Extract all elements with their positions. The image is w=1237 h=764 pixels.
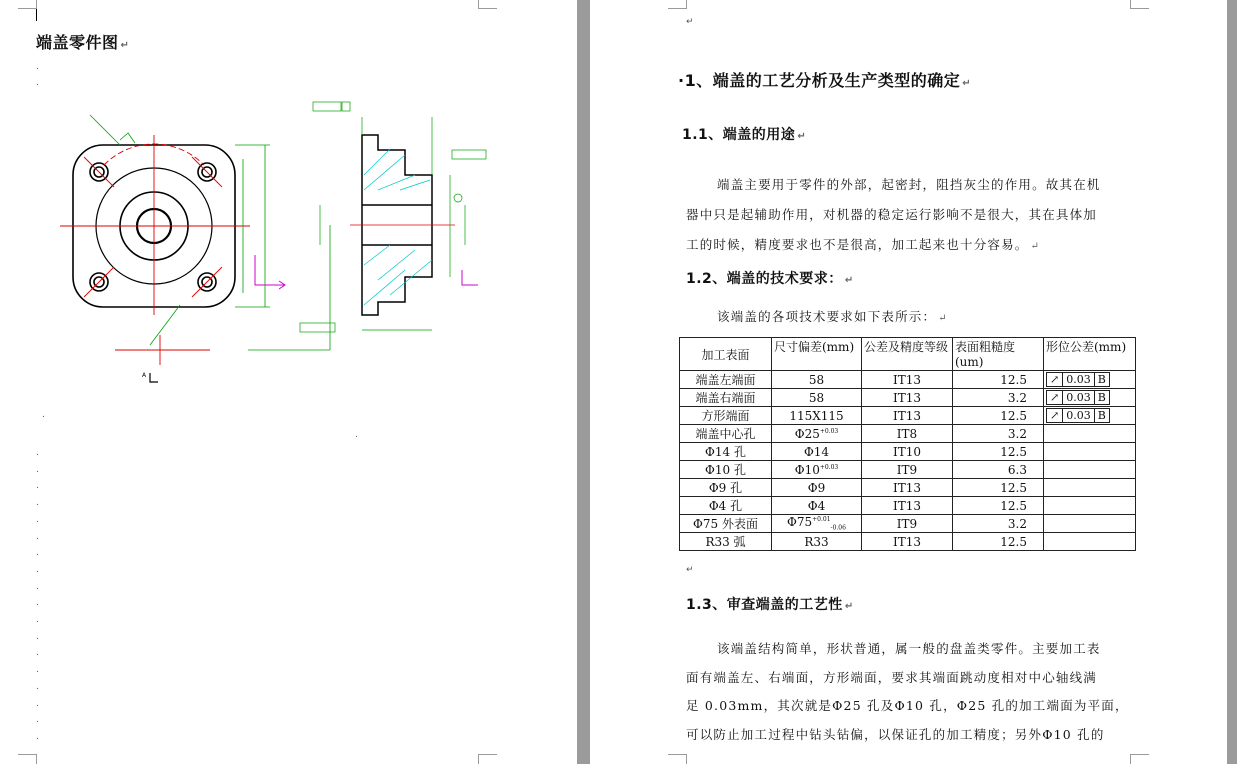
tolerance-frame: ↗ 0.03 B <box>1046 390 1110 405</box>
roughness-cell: 3.2 <box>953 515 1044 533</box>
roughness-cell: 12.5 <box>953 497 1044 515</box>
table-row <box>680 533 1136 551</box>
geometric-tolerance-cell <box>1044 407 1136 425</box>
grade-cell: IT9 <box>862 515 953 533</box>
crop-mark <box>18 754 37 764</box>
section-arrow <box>255 255 285 289</box>
dimension-cell: $\Phi 10^{+0.03}$ <box>772 461 862 479</box>
geometric-tolerance-cell <box>1044 461 1136 479</box>
grade-cell: IT8 <box>862 425 953 443</box>
grade-cell: IT13 <box>862 497 953 515</box>
surface-cell: 端盖右端面 <box>680 389 772 407</box>
dimension-cell: 115X115 <box>772 407 862 425</box>
tolerance-frame: ↗ 0.03 B <box>1046 372 1110 387</box>
front-view-centerlines <box>60 135 250 365</box>
drawing-title: 端盖零件图 ↵ <box>36 33 130 52</box>
section-mark <box>150 373 158 382</box>
header-cell: 公差及精度等级 <box>862 338 953 371</box>
crop-mark <box>668 0 687 9</box>
surface-cell: R33 弧 <box>680 533 772 551</box>
surface-cell: 端盖中心孔 <box>680 425 772 443</box>
table-row <box>680 497 1136 515</box>
right-document-page <box>590 0 1227 764</box>
crop-mark <box>18 0 37 9</box>
header-cell: 尺寸偏差(mm) <box>772 338 862 371</box>
header-cell: 表面粗糙度(um) <box>953 338 1044 371</box>
table-row <box>680 461 1136 479</box>
table-row <box>680 371 1136 389</box>
roughness-cell: 12.5 <box>953 533 1044 551</box>
dimension-cell: 58 <box>772 371 862 389</box>
table-row <box>680 389 1136 407</box>
grade-cell: IT9 <box>862 461 953 479</box>
empty-paragraph-mark: ↵ <box>686 17 694 27</box>
section-dimensions <box>300 102 486 332</box>
front-view-dimensions <box>90 115 330 350</box>
roughness-cell: 12.5 <box>953 443 1044 461</box>
chapter-heading: ·1、端盖的工艺分析及生产类型的确定 ↵ <box>678 71 972 90</box>
geometric-tolerance-cell <box>1044 533 1136 551</box>
crop-mark <box>668 754 687 764</box>
crop-mark <box>478 0 497 9</box>
table-row <box>680 425 1136 443</box>
part-drawing <box>60 95 500 395</box>
left-document-page: 端盖零件图 ↵ A . . . . . . . . . . . . . . . . . . . . . . <box>0 0 577 764</box>
dimension-cell: $\Phi 75^{+0.01}_{-0.06}$ <box>772 515 862 533</box>
grade-cell: IT13 <box>862 533 953 551</box>
table-row <box>680 479 1136 497</box>
surface-cell: 方形端面 <box>680 407 772 425</box>
table-intro: 该端盖的各项技术要求如下表所示： ↵ <box>717 309 948 324</box>
table-header-row <box>680 338 1136 371</box>
table-row <box>680 407 1136 425</box>
section-hatch <box>364 149 432 305</box>
geometric-tolerance-cell <box>1044 443 1136 461</box>
tolerance-frame: ↗ 0.03 B <box>1046 408 1110 423</box>
surface-cell: Φ14 孔 <box>680 443 772 461</box>
section-heading-1-3: 1.3、审查端盖的工艺性 ↵ <box>686 597 854 613</box>
crop-mark <box>478 754 497 764</box>
dimension-cell: 58 <box>772 389 862 407</box>
roughness-cell: 3.2 <box>953 425 1044 443</box>
crop-mark <box>1130 0 1149 9</box>
roughness-cell: 12.5 <box>953 407 1044 425</box>
grade-cell: IT10 <box>862 443 953 461</box>
table-row <box>680 515 1136 533</box>
surface-cell: Φ10 孔 <box>680 461 772 479</box>
dimension-cell: Φ9 <box>772 479 862 497</box>
roughness-cell: 12.5 <box>953 371 1044 389</box>
roughness-cell: 3.2 <box>953 389 1044 407</box>
grade-cell: IT13 <box>862 389 953 407</box>
svg-text:A: A <box>142 372 147 379</box>
table-row <box>680 443 1136 461</box>
grade-cell: IT13 <box>862 407 953 425</box>
dimension-cell: Φ14 <box>772 443 862 461</box>
geometric-tolerance-cell <box>1044 497 1136 515</box>
crop-mark <box>1130 754 1149 764</box>
usage-paragraph: 端盖主要用于零件的外部，起密封，阻挡灰尘的作用。故其在机 器中只是起辅助作用，对机器的稳定运行影响不是很大，其在具体加 工的时候，精度要求也不是很高，加工起来也十分容易。 ↵ <box>686 177 1101 252</box>
header-cell: 形位公差(mm) <box>1044 338 1136 371</box>
technical-requirements-table <box>679 337 1136 551</box>
section-heading-1-2: 1.2、端盖的技术要求： ↵ <box>686 271 854 287</box>
roughness-cell: 6.3 <box>953 461 1044 479</box>
surface-cell: Φ75 外表面 <box>680 515 772 533</box>
geometric-tolerance-cell <box>1044 425 1136 443</box>
surface-cell: 端盖左端面 <box>680 371 772 389</box>
section-heading-1-1: 1.1、端盖的用途 ↵ <box>682 127 807 143</box>
manufacturability-paragraph: 该端盖结构简单，形状普通，属一般的盘盖类零件。主要加工表 面有端盖左、右端面，方形端面，要求其端面跳动度相对中心轴线满 足 0.03mm，其次就是Φ25 孔及Φ10 孔，Φ25 孔的加工端面为平面， 可以防止加工过程中钻头钻偏，以保证孔的加工精度；另外Φ10 孔的 <box>686 641 1129 742</box>
surface-cell: Φ4 孔 <box>680 497 772 515</box>
geometric-tolerance-cell <box>1044 515 1136 533</box>
text-cursor <box>36 9 37 21</box>
header-cell: 加工表面 <box>680 338 772 371</box>
empty-paragraph-mark: ↵ <box>686 565 694 575</box>
surface-cell: Φ9 孔 <box>680 479 772 497</box>
geometric-tolerance-cell <box>1044 389 1136 407</box>
geometric-tolerance-cell <box>1044 371 1136 389</box>
dimension-cell: Φ4 <box>772 497 862 515</box>
grade-cell: IT13 <box>862 479 953 497</box>
roughness-cell: 12.5 <box>953 479 1044 497</box>
geometric-tolerance-cell <box>1044 479 1136 497</box>
section-arrow-2 <box>462 270 478 285</box>
dimension-cell: R33 <box>772 533 862 551</box>
dimension-cell: $\Phi 25^{+0.03}$ <box>772 425 862 443</box>
grade-cell: IT13 <box>862 371 953 389</box>
